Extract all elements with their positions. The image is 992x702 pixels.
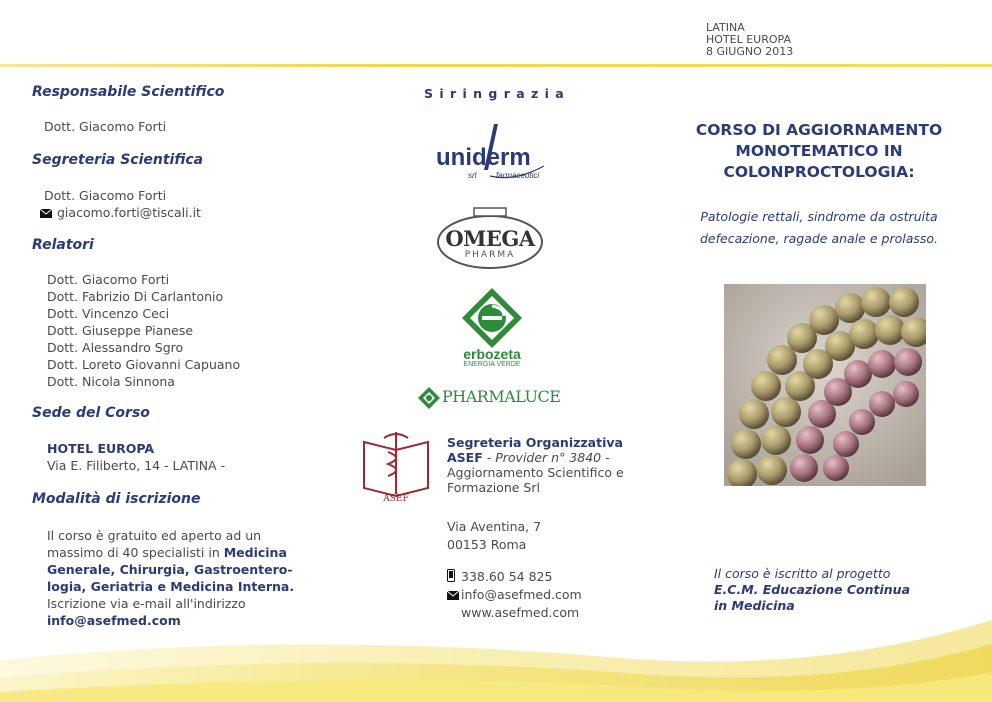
relatore-item: Dott. Nicola Sinnona — [47, 374, 175, 389]
uniderm-wordmark: uniderm — [436, 144, 531, 171]
relatore-item: Dott. Vincenzo Ceci — [47, 306, 170, 321]
modalita-line — [47, 544, 327, 561]
course-subtitle-line: Patologie rettali, sindrome da ostruita — [700, 209, 938, 224]
uniderm-srl: srl — [468, 171, 477, 180]
org-email[interactable]: info@asefmed.com — [461, 587, 582, 602]
relatori-list — [47, 271, 240, 390]
modalita-bold: Medicina — [223, 545, 287, 560]
asef-logo-text: ASEF — [383, 494, 409, 504]
relatore-item: Dott. Loreto Giovanni Capuano — [47, 357, 241, 372]
header-info — [706, 22, 793, 58]
omega-sub: PHARMA — [464, 250, 516, 260]
header-venue: HOTEL EUROPA — [706, 33, 791, 46]
sede-address: Via E. Filiberto, 14 - LATINA - — [47, 458, 226, 473]
erbozeta-sub: ENERGIA VERDE — [463, 361, 521, 368]
sede-heading: Sede del Corso — [32, 405, 150, 421]
caduceus-book-icon — [358, 428, 434, 498]
relatore-item: Dott. Alessandro Sgro — [47, 340, 184, 355]
segreteria-name: Dott. Giacomo Forti — [44, 188, 167, 203]
uniderm-sub: farmaceutici — [496, 171, 540, 180]
course-subtitle-line: defecazione, ragade anale e prolasso. — [699, 231, 939, 246]
header-divider — [0, 64, 992, 67]
erbozeta-logo — [452, 286, 532, 370]
course-title-line: COLONPROCTOLOGIA: — [723, 163, 915, 181]
mobile-phone-icon — [447, 569, 455, 582]
segreteria-email[interactable]: giacomo.forti@tiscali.it — [57, 205, 201, 220]
relatore-item: Dott. Fabrizio Di Carlantonio — [47, 289, 224, 304]
spheres-cluster-icon — [724, 284, 926, 486]
segreteria-organizzativa — [447, 435, 647, 495]
erbozeta-leaf-icon — [452, 286, 532, 350]
relatore-item: Dott. Giacomo Forti — [47, 272, 170, 287]
course-subtitle — [654, 206, 984, 250]
org-phone[interactable]: 338.60 54 825 — [461, 569, 553, 584]
org-line: Formazione Srl — [447, 480, 540, 495]
course-title-line: CORSO DI AGGIORNAMENTO — [695, 121, 943, 139]
modalita-line-part: massimo di 40 specialisti in — [47, 545, 224, 560]
org-phone-row — [447, 568, 552, 585]
ecm-line: in Medicina — [714, 598, 795, 613]
org-line: Aggiornamento Scientifico e — [447, 465, 624, 480]
modalita-heading: Modalità di iscrizione — [32, 491, 201, 507]
segreteria-email-row — [40, 204, 201, 221]
org-provider: - Provider n° 3840 - — [482, 450, 610, 465]
bottom-wave-decoration — [0, 600, 992, 702]
uniderm-logo — [434, 120, 554, 186]
pharmaluce-star-icon — [418, 387, 440, 409]
ecm-line: Il corso è iscritto al progetto — [714, 566, 891, 581]
resp-scientifico-heading: Responsabile Scientifico — [32, 84, 225, 100]
asef-logo — [358, 428, 434, 510]
header-date: 8 GIUGNO 2013 — [706, 45, 794, 58]
header-city: LATINA — [706, 21, 745, 34]
modalita-email[interactable]: info@asefmed.com — [47, 613, 181, 628]
sede-name: HOTEL EUROPA — [47, 441, 155, 456]
org-asef: ASEF — [447, 450, 483, 465]
modalita-line: Generale, Chirurgia, Gastroentero- — [47, 562, 293, 577]
org-address-line1: Via Aventina, 7 — [447, 519, 542, 534]
omega-wordmark: OMEGA — [445, 226, 535, 251]
modalita-line: logia, Geriatria e Medicina Interna. — [47, 579, 295, 594]
modalita-line: Iscrizione via e-mail all'indirizzo — [47, 596, 246, 611]
pharmaluce-logo — [418, 386, 578, 410]
org-website[interactable]: www.asefmed.com — [461, 605, 580, 620]
pharmaluce-wordmark: PHARMALUCE — [442, 387, 561, 406]
org-provider-line — [447, 450, 647, 465]
org-title: Segreteria Organizzativa — [447, 435, 623, 450]
envelope-icon — [40, 209, 52, 218]
erbozeta-wordmark: erbozeta — [463, 346, 521, 362]
org-address-line2: 00153 Roma — [447, 537, 527, 552]
resp-scientifico-name: Dott. Giacomo Forti — [44, 119, 167, 134]
spheres-illustration — [724, 284, 926, 486]
sponsors-heading: S i r i n g r a z i a — [424, 86, 565, 101]
course-title-line: MONOTEMATICO IN — [735, 142, 903, 160]
relatore-item: Dott. Giuseppe Pianese — [47, 323, 194, 338]
modalita-line: Il corso è gratuito ed aperto ad un — [47, 528, 262, 543]
omega-pharma-logo — [436, 206, 544, 270]
ecm-line: E.C.M. Educazione Continua — [714, 582, 911, 597]
segreteria-scientifica-heading: Segreteria Scientifica — [32, 152, 204, 168]
course-title — [654, 120, 984, 183]
envelope-icon — [447, 591, 459, 600]
relatori-heading: Relatori — [32, 237, 94, 253]
